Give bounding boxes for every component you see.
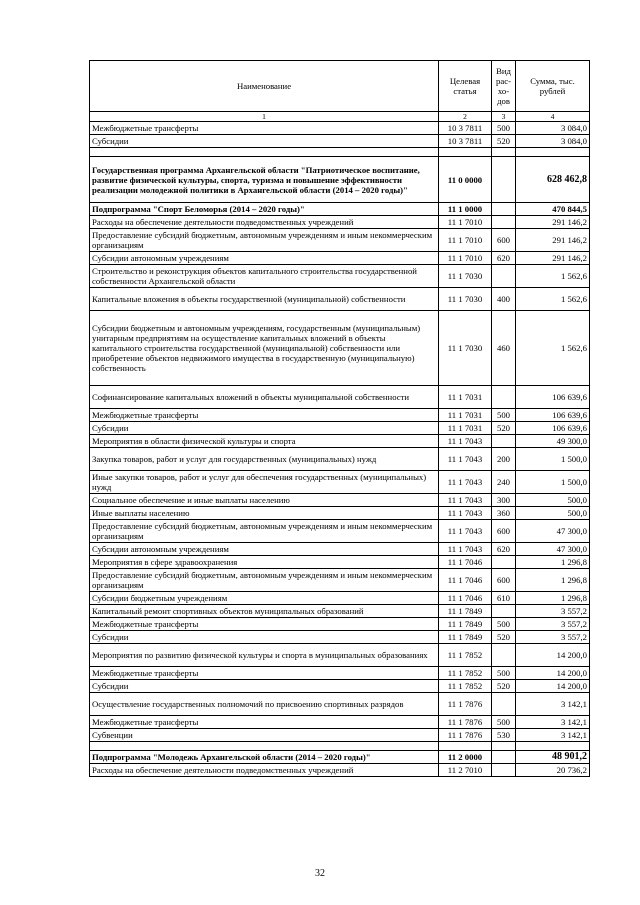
row-name: Субсидии бюджетным и автономным учреждениям, государственным (муниципальным) унитарным предприятиям на осуществление капитальных вложений в объекты капитального строительства государственной (муниципальной) собственности или приобретение объектов недвижимого имущества в государственную (муниципальную) собственность bbox=[90, 311, 439, 386]
table-row bbox=[90, 265, 590, 288]
table-row bbox=[90, 716, 590, 729]
empty-cell bbox=[492, 148, 516, 157]
row-sum: 47 300,0 bbox=[516, 543, 590, 556]
row-target-code: 11 1 7010 bbox=[439, 216, 492, 229]
row-expense-type bbox=[492, 203, 516, 216]
table-row bbox=[90, 693, 590, 716]
row-sum: 291 146,2 bbox=[516, 229, 590, 252]
table-row bbox=[90, 667, 590, 680]
row-expense-type bbox=[492, 605, 516, 618]
row-sum: 106 639,6 bbox=[516, 422, 590, 435]
table-row bbox=[90, 122, 590, 135]
row-sum: 291 146,2 bbox=[516, 216, 590, 229]
table-row bbox=[90, 644, 590, 667]
row-sum: 291 146,2 bbox=[516, 252, 590, 265]
row-sum: 1 562,6 bbox=[516, 311, 590, 386]
row-target-code: 11 1 7849 bbox=[439, 605, 492, 618]
row-target-code: 11 1 7876 bbox=[439, 729, 492, 742]
table-row bbox=[90, 729, 590, 742]
row-sum: 3 084,0 bbox=[516, 122, 590, 135]
row-target-code: 11 1 7043 bbox=[439, 471, 492, 494]
row-expense-type bbox=[492, 157, 516, 203]
row-target-code: 11 1 7849 bbox=[439, 618, 492, 631]
row-sum: 3 557,2 bbox=[516, 605, 590, 618]
row-sum: 106 639,6 bbox=[516, 386, 590, 409]
row-target-code: 11 1 0000 bbox=[439, 203, 492, 216]
row-target-code: 11 1 7010 bbox=[439, 229, 492, 252]
table-row bbox=[90, 751, 590, 764]
row-target-code: 11 1 7852 bbox=[439, 667, 492, 680]
table-row bbox=[90, 135, 590, 148]
row-sum: 48 901,2 bbox=[516, 751, 590, 764]
row-name: Закупка товаров, работ и услуг для государственных (муниципальных) нужд bbox=[90, 448, 439, 471]
row-sum: 106 639,6 bbox=[516, 409, 590, 422]
table-row bbox=[90, 618, 590, 631]
table-row bbox=[90, 157, 590, 203]
row-sum: 14 200,0 bbox=[516, 644, 590, 667]
table-row bbox=[90, 252, 590, 265]
table-row bbox=[90, 605, 590, 618]
row-name: Предоставление субсидий бюджетным, автономным учреждениям и иным некоммерческим организациям bbox=[90, 520, 439, 543]
row-target-code: 11 2 0000 bbox=[439, 751, 492, 764]
row-target-code: 10 3 7811 bbox=[439, 135, 492, 148]
row-sum: 628 462,8 bbox=[516, 157, 590, 203]
header-code: Целевая статья bbox=[439, 61, 492, 112]
empty-cell bbox=[516, 148, 590, 157]
row-name: Подпрограмма "Молодежь Архангельской области (2014 – 2020 годы)" bbox=[90, 751, 439, 764]
row-target-code: 11 1 7046 bbox=[439, 556, 492, 569]
row-name: Субсидии bbox=[90, 680, 439, 693]
row-target-code: 11 1 7849 bbox=[439, 631, 492, 644]
row-sum: 500,0 bbox=[516, 494, 590, 507]
row-sum: 14 200,0 bbox=[516, 680, 590, 693]
row-name: Мероприятия в сфере здравоохранения bbox=[90, 556, 439, 569]
row-sum: 3 084,0 bbox=[516, 135, 590, 148]
table-row bbox=[90, 556, 590, 569]
row-name: Иные закупки товаров, работ и услуг для обеспечения государственных (муниципальных) нужд bbox=[90, 471, 439, 494]
row-expense-type: 520 bbox=[492, 422, 516, 435]
row-sum: 49 300,0 bbox=[516, 435, 590, 448]
row-target-code: 10 3 7811 bbox=[439, 122, 492, 135]
table-row bbox=[90, 311, 590, 386]
row-expense-type bbox=[492, 265, 516, 288]
table-header bbox=[90, 61, 590, 122]
row-expense-type: 400 bbox=[492, 288, 516, 311]
row-expense-type: 520 bbox=[492, 680, 516, 693]
row-name: Осуществление государственных полномочий по присвоению спортивных разрядов bbox=[90, 693, 439, 716]
row-expense-type bbox=[492, 556, 516, 569]
row-sum: 1 296,8 bbox=[516, 569, 590, 592]
blank-row bbox=[90, 742, 590, 751]
row-expense-type: 360 bbox=[492, 507, 516, 520]
row-sum: 1 562,6 bbox=[516, 265, 590, 288]
row-name: Межбюджетные трансферты bbox=[90, 667, 439, 680]
table-row bbox=[90, 409, 590, 422]
row-sum: 47 300,0 bbox=[516, 520, 590, 543]
row-name: Межбюджетные трансферты bbox=[90, 618, 439, 631]
row-expense-type bbox=[492, 216, 516, 229]
row-name: Субсидии bbox=[90, 422, 439, 435]
table-row bbox=[90, 631, 590, 644]
row-expense-type: 500 bbox=[492, 716, 516, 729]
row-expense-type bbox=[492, 644, 516, 667]
column-number: 1 bbox=[90, 112, 439, 122]
row-expense-type: 600 bbox=[492, 229, 516, 252]
row-expense-type: 460 bbox=[492, 311, 516, 386]
row-name: Мероприятия в области физической культуры и спорта bbox=[90, 435, 439, 448]
row-target-code: 11 1 7031 bbox=[439, 409, 492, 422]
row-target-code: 11 0 0000 bbox=[439, 157, 492, 203]
row-expense-type: 620 bbox=[492, 543, 516, 556]
row-name: Субсидии автономным учреждениям bbox=[90, 543, 439, 556]
empty-cell bbox=[439, 148, 492, 157]
row-name: Субсидии бюджетным учреждениям bbox=[90, 592, 439, 605]
row-sum: 3 557,2 bbox=[516, 631, 590, 644]
table-row bbox=[90, 229, 590, 252]
row-expense-type bbox=[492, 764, 516, 777]
row-sum: 20 736,2 bbox=[516, 764, 590, 777]
row-name: Расходы на обеспечение деятельности подведомственных учреждений bbox=[90, 764, 439, 777]
row-name: Межбюджетные трансферты bbox=[90, 122, 439, 135]
row-name: Предоставление субсидий бюджетным, автономным учреждениям и иным некоммерческим организациям bbox=[90, 569, 439, 592]
row-sum: 1 500,0 bbox=[516, 448, 590, 471]
row-sum: 3 142,1 bbox=[516, 716, 590, 729]
row-name: Межбюджетные трансферты bbox=[90, 409, 439, 422]
row-sum: 1 500,0 bbox=[516, 471, 590, 494]
row-target-code: 11 1 7046 bbox=[439, 569, 492, 592]
table-row bbox=[90, 386, 590, 409]
header-sum: Сумма, тыс. рублей bbox=[516, 61, 590, 112]
row-expense-type: 240 bbox=[492, 471, 516, 494]
row-expense-type bbox=[492, 751, 516, 764]
blank-row bbox=[90, 148, 590, 157]
row-sum: 1 562,6 bbox=[516, 288, 590, 311]
row-name: Софинансирование капитальных вложений в объекты муниципальной собственности bbox=[90, 386, 439, 409]
table-row bbox=[90, 203, 590, 216]
row-target-code: 11 1 7043 bbox=[439, 543, 492, 556]
row-name: Субвенции bbox=[90, 729, 439, 742]
row-expense-type bbox=[492, 693, 516, 716]
row-target-code: 11 1 7876 bbox=[439, 693, 492, 716]
row-expense-type: 520 bbox=[492, 135, 516, 148]
empty-cell bbox=[516, 742, 590, 751]
row-name: Подпрограмма "Спорт Беломорья (2014 – 2020 годы)" bbox=[90, 203, 439, 216]
row-target-code: 11 1 7043 bbox=[439, 507, 492, 520]
row-expense-type: 530 bbox=[492, 729, 516, 742]
row-name: Капитальный ремонт спортивных объектов муниципальных образований bbox=[90, 605, 439, 618]
row-target-code: 11 1 7043 bbox=[439, 448, 492, 471]
row-expense-type: 600 bbox=[492, 520, 516, 543]
row-sum: 500,0 bbox=[516, 507, 590, 520]
row-target-code: 11 1 7031 bbox=[439, 422, 492, 435]
row-sum: 3 557,2 bbox=[516, 618, 590, 631]
row-expense-type: 500 bbox=[492, 667, 516, 680]
row-sum: 3 142,1 bbox=[516, 729, 590, 742]
table-row bbox=[90, 507, 590, 520]
row-name: Предоставление субсидий бюджетным, автономным учреждениям и иным некоммерческим организациям bbox=[90, 229, 439, 252]
row-target-code: 11 1 7043 bbox=[439, 520, 492, 543]
table-row bbox=[90, 216, 590, 229]
row-target-code: 11 1 7030 bbox=[439, 311, 492, 386]
row-name: Расходы на обеспечение деятельности подведомственных учреждений bbox=[90, 216, 439, 229]
row-sum: 14 200,0 bbox=[516, 667, 590, 680]
table-row bbox=[90, 288, 590, 311]
row-target-code: 11 1 7010 bbox=[439, 252, 492, 265]
page-number: 32 bbox=[315, 868, 325, 879]
row-expense-type: 200 bbox=[492, 448, 516, 471]
table-body bbox=[90, 122, 590, 777]
row-expense-type: 620 bbox=[492, 252, 516, 265]
row-sum: 1 296,8 bbox=[516, 556, 590, 569]
row-target-code: 11 1 7043 bbox=[439, 435, 492, 448]
empty-cell bbox=[439, 742, 492, 751]
row-expense-type: 600 bbox=[492, 569, 516, 592]
row-target-code: 11 1 7030 bbox=[439, 265, 492, 288]
row-target-code: 11 1 7852 bbox=[439, 644, 492, 667]
row-target-code: 11 1 7852 bbox=[439, 680, 492, 693]
row-target-code: 11 1 7046 bbox=[439, 592, 492, 605]
table-row bbox=[90, 543, 590, 556]
row-name: Строительство и реконструкция объектов капитального строительства государственной собственности Архангельской области bbox=[90, 265, 439, 288]
row-target-code: 11 1 7876 bbox=[439, 716, 492, 729]
table-row bbox=[90, 494, 590, 507]
table-row bbox=[90, 422, 590, 435]
empty-cell bbox=[492, 742, 516, 751]
row-expense-type: 610 bbox=[492, 592, 516, 605]
table-row bbox=[90, 680, 590, 693]
row-name: Субсидии bbox=[90, 631, 439, 644]
row-target-code: 11 1 7043 bbox=[439, 494, 492, 507]
column-number-row bbox=[90, 112, 590, 122]
row-name: Социальное обеспечение и иные выплаты населению bbox=[90, 494, 439, 507]
header-expense-type: Вид рас-хо-дов bbox=[492, 61, 516, 112]
row-expense-type: 500 bbox=[492, 409, 516, 422]
table-row bbox=[90, 569, 590, 592]
row-name: Мероприятия по развитию физической культуры и спорта в муниципальных образованиях bbox=[90, 644, 439, 667]
row-name: Межбюджетные трансферты bbox=[90, 716, 439, 729]
header-name: Наименование bbox=[90, 61, 439, 112]
row-expense-type bbox=[492, 435, 516, 448]
row-name: Иные выплаты населению bbox=[90, 507, 439, 520]
table-row bbox=[90, 520, 590, 543]
row-name: Субсидии автономным учреждениям bbox=[90, 252, 439, 265]
table-row bbox=[90, 448, 590, 471]
row-expense-type: 500 bbox=[492, 122, 516, 135]
empty-cell bbox=[90, 148, 439, 157]
row-target-code: 11 1 7031 bbox=[439, 386, 492, 409]
row-target-code: 11 1 7030 bbox=[439, 288, 492, 311]
row-sum: 470 844,5 bbox=[516, 203, 590, 216]
budget-table bbox=[89, 60, 590, 777]
column-number: 3 bbox=[492, 112, 516, 122]
table-row bbox=[90, 764, 590, 777]
column-number: 4 bbox=[516, 112, 590, 122]
row-name: Субсидии bbox=[90, 135, 439, 148]
table-row bbox=[90, 592, 590, 605]
row-expense-type: 500 bbox=[492, 618, 516, 631]
row-expense-type: 300 bbox=[492, 494, 516, 507]
empty-cell bbox=[90, 742, 439, 751]
row-expense-type: 520 bbox=[492, 631, 516, 644]
table-row bbox=[90, 471, 590, 494]
row-name: Государственная программа Архангельской области "Патриотическое воспитание, развитие физической культуры, спорта, туризма и повышение эффективности реализации молодежной политики в Архангельской области (2014 – 2020 годы)" bbox=[90, 157, 439, 203]
row-name: Капитальные вложения в объекты государственной (муниципальной) собственности bbox=[90, 288, 439, 311]
row-sum: 1 296,8 bbox=[516, 592, 590, 605]
row-target-code: 11 2 7010 bbox=[439, 764, 492, 777]
table-row bbox=[90, 435, 590, 448]
row-sum: 3 142,1 bbox=[516, 693, 590, 716]
column-number: 2 bbox=[439, 112, 492, 122]
row-expense-type bbox=[492, 386, 516, 409]
